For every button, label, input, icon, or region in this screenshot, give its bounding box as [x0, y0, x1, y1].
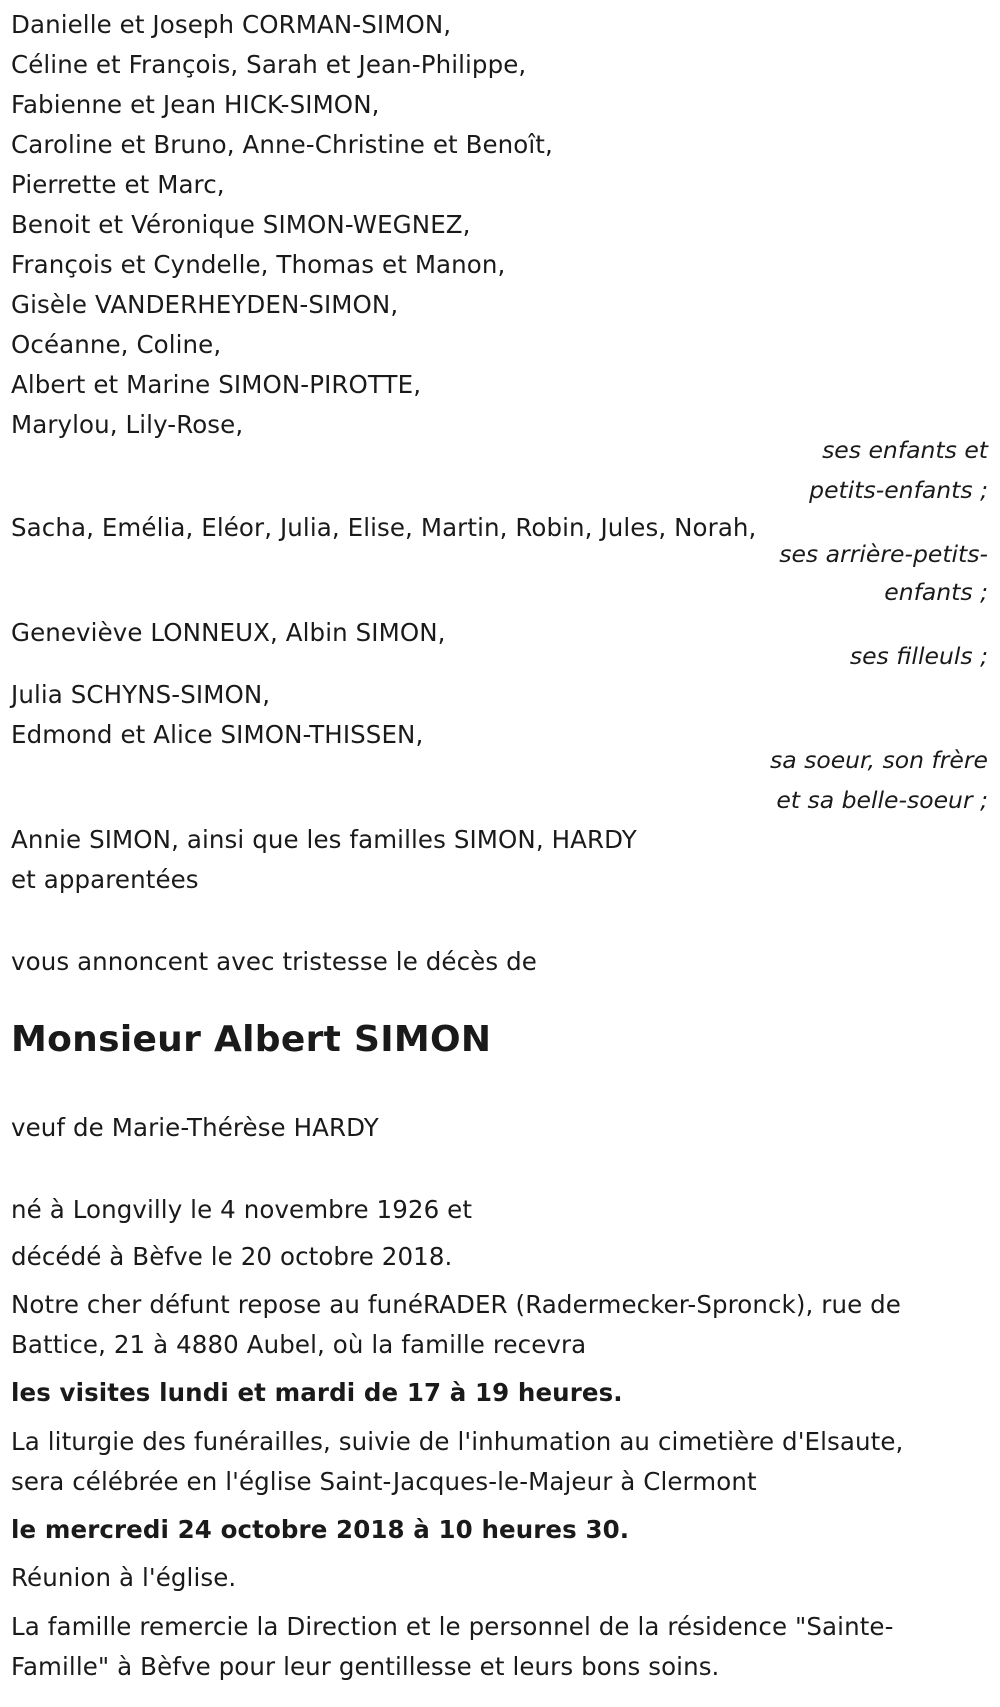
relation-great-grandchildren: enfants ;: [884, 578, 988, 606]
relation-siblings: et sa belle-soeur ;: [776, 786, 988, 814]
ceremony-date: le mercredi 24 octobre 2018 à 10 heures 30.: [11, 1515, 630, 1544]
family-line: Benoit et Véronique SIMON-WEGNEZ,: [11, 210, 471, 239]
others-line: Annie SIMON, ainsi que les familles SIMON, HARDY: [11, 825, 637, 854]
announce-line: vous annoncent avec tristesse le décès de: [11, 947, 537, 976]
visits-line: les visites lundi et mardi de 17 à 19 heures.: [11, 1378, 623, 1407]
rest-place-line: Notre cher défunt repose au funéRADER (Radermecker-Spronck), rue de: [11, 1290, 901, 1319]
family-line: Marylou, Lily-Rose,: [11, 410, 244, 439]
meeting-line: Réunion à l'église.: [11, 1563, 237, 1592]
godchildren-line: Geneviève LONNEUX, Albin SIMON,: [11, 618, 446, 647]
liturgy-line: sera célébrée en l'église Saint-Jacques-le-Majeur à Clermont: [11, 1467, 757, 1496]
family-line: François et Cyndelle, Thomas et Manon,: [11, 250, 506, 279]
relation-godchildren: ses filleuls ;: [849, 642, 988, 670]
family-line: Danielle et Joseph CORMAN-SIMON,: [11, 10, 452, 39]
relation-children: ses enfants et: [822, 436, 988, 464]
others-line: et apparentées: [11, 865, 199, 894]
rest-place-line: Battice, 21 à 4880 Aubel, où la famille recevra: [11, 1330, 587, 1359]
thanks-line: Famille" à Bèfve pour leur gentillesse et leurs bons soins.: [11, 1652, 720, 1681]
deceased-name: Monsieur Albert SIMON: [11, 1019, 492, 1060]
family-line: Gisèle VANDERHEYDEN-SIMON,: [11, 290, 399, 319]
thanks-line: La famille remercie la Direction et le personnel de la résidence "Sainte-: [11, 1612, 894, 1641]
relation-siblings: sa soeur, son frère: [769, 746, 988, 774]
family-line: Céline et François, Sarah et Jean-Philippe,: [11, 50, 527, 79]
family-line: Océanne, Coline,: [11, 330, 222, 359]
family-line: Pierrette et Marc,: [11, 170, 225, 199]
liturgy-line: La liturgie des funérailles, suivie de l'inhumation au cimetière d'Elsaute,: [11, 1427, 904, 1456]
death-line: décédé à Bèfve le 20 octobre 2018.: [11, 1242, 453, 1271]
family-line: Albert et Marine SIMON-PIROTTE,: [11, 370, 422, 399]
great-grandchildren-line: Sacha, Emélia, Eléor, Julia, Elise, Martin, Robin, Jules, Norah,: [11, 513, 757, 542]
sibling-line: Edmond et Alice SIMON-THISSEN,: [11, 720, 424, 749]
family-line: Caroline et Bruno, Anne-Christine et Benoît,: [11, 130, 553, 159]
birth-line: né à Longvilly le 4 novembre 1926 et: [11, 1195, 473, 1224]
widower-line: veuf de Marie-Thérèse HARDY: [11, 1113, 379, 1142]
relation-children: petits-enfants ;: [809, 476, 988, 504]
family-line: Fabienne et Jean HICK-SIMON,: [11, 90, 380, 119]
relation-great-grandchildren: ses arrière-petits-: [779, 540, 988, 568]
sibling-line: Julia SCHYNS-SIMON,: [11, 680, 271, 709]
